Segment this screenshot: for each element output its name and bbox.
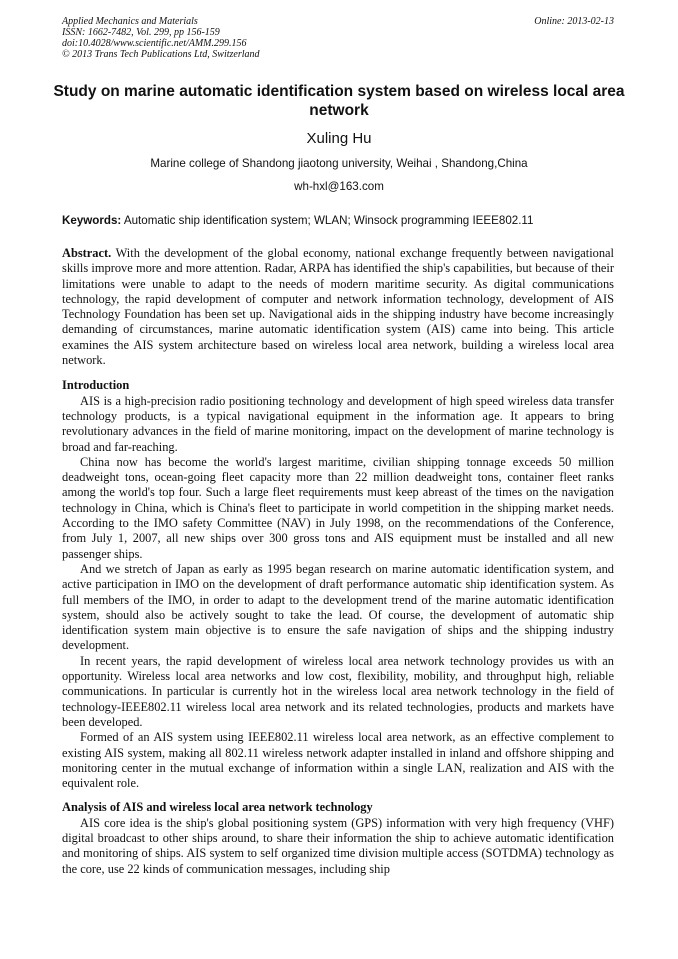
section-heading-introduction: Introduction xyxy=(62,378,130,393)
author-email: wh-hxl@163.com xyxy=(294,180,384,193)
paragraph: Formed of an AIS system using IEEE802.11 wireless local area network, as an effective complement to existing AIS system, making all 802.11 wireless network adapter installed in inland and offshore shipping and monitoring center in the mutual exchange of information within a single LAN, realization and AIS with the equivalent role. xyxy=(62,730,614,791)
copyright-line: © 2013 Trans Tech Publications Ltd, Switzerland xyxy=(62,49,260,60)
author-affiliation: Marine college of Shandong jiaotong university, Weihai , Shandong,China xyxy=(150,157,528,170)
paper-body xyxy=(62,246,614,877)
keywords-text: Automatic ship identification system; WLAN; Winsock programming IEEE802.11 xyxy=(123,214,534,227)
abstract-label: Abstract. xyxy=(62,246,112,260)
keywords-label: Keywords: xyxy=(62,214,122,227)
author-name: Xuling Hu xyxy=(306,130,372,147)
paragraph: In recent years, the rapid development of wireless local area network technology provides us with an opportunity. Wireless local area networks and low cost, flexibility, mobility, and throughput high, reliable communications. In particular is currently hot in the wireless local area network technology in the field of technology-IEEE802.11 wireless local area network and its related technologies, products and markets have been developed. xyxy=(62,653,614,729)
keywords xyxy=(62,214,614,227)
issn-line: ISSN: 1662-7482, Vol. 299, pp 156-159 xyxy=(62,27,220,38)
online-date: Online: 2013-02-13 xyxy=(534,16,614,27)
section-heading-analysis: Analysis of AIS and wireless local area network technology xyxy=(62,800,373,815)
paragraph: AIS core idea is the ship's global positioning system (GPS) information with very high frequency (VHF) digital broadcast to other ships around, to share their information the ship to achieve automatic identification and monitoring of ships. AIS system to self organized time division multiple access (SOTDMA) technology as the core, use 22 kinds of communication messages, including ship xyxy=(62,815,614,876)
journal-name: Applied Mechanics and Materials xyxy=(62,16,198,27)
abstract xyxy=(62,246,614,368)
journal-header xyxy=(62,16,614,60)
paper-title: Study on marine automatic identification system based on wireless local area network xyxy=(53,83,625,119)
doi-line: doi:10.4028/www.scientific.net/AMM.299.156 xyxy=(62,38,247,49)
paragraph: And we stretch of Japan as early as 1995 began research on marine automatic identification system, and active participation in IMO on the development of draft performance automatic ship identification system. As full members of the IMO, in order to adapt to the development trend of the marine automatic identification system, should also be actively sought to take the lead. Of course, the development of automatic ship identification system main objective is to ensure the safe navigation of ships and the shipping industry development. xyxy=(62,561,614,653)
paragraph: China now has become the world's largest maritime, civilian shipping tonnage exceeds 50 million deadweight tons, ocean-going fleet capacity more than 22 million deadweight tons, container fleet ranks among the world's top four. Such a large fleet requirements must keep abreast of the times on the navigation technology in China, which is China's fleet to participate in world competition in the shipping market needs. According to the IMO safety Committee (NAV) in July 1998, on the recommendations of the Conference, from July 1, 2007, all new ships over 300 gross tons and AIS equipment must be installed and all new passenger ships. xyxy=(62,454,614,561)
abstract-text: With the development of the global economy, national exchange frequently between navigational skills improve more and more attention. Radar, ARPA has identified the ship's capabilities, but because of their limitations were unable to adapt to the needs of modern maritime security. As digital communications technology, the rapid development of computer and network information technology, development of AIS Technology Foundation has been set up. Navigational aids in the shipping industry have become increasingly demanding of circumstances, marine automatic identification system (AIS) came into being. This article examines the AIS system architecture based on wireless local area network, building a wireless local area network. xyxy=(62,246,615,368)
paragraph: AIS is a high-precision radio positioning technology and development of high speed wireless data transfer technology products, is a typical navigational equipment in the information age. It appears to bring revolutionary advances in the field of marine monitoring, impact on the development of marine technology is broad and far-reaching. xyxy=(62,393,614,454)
